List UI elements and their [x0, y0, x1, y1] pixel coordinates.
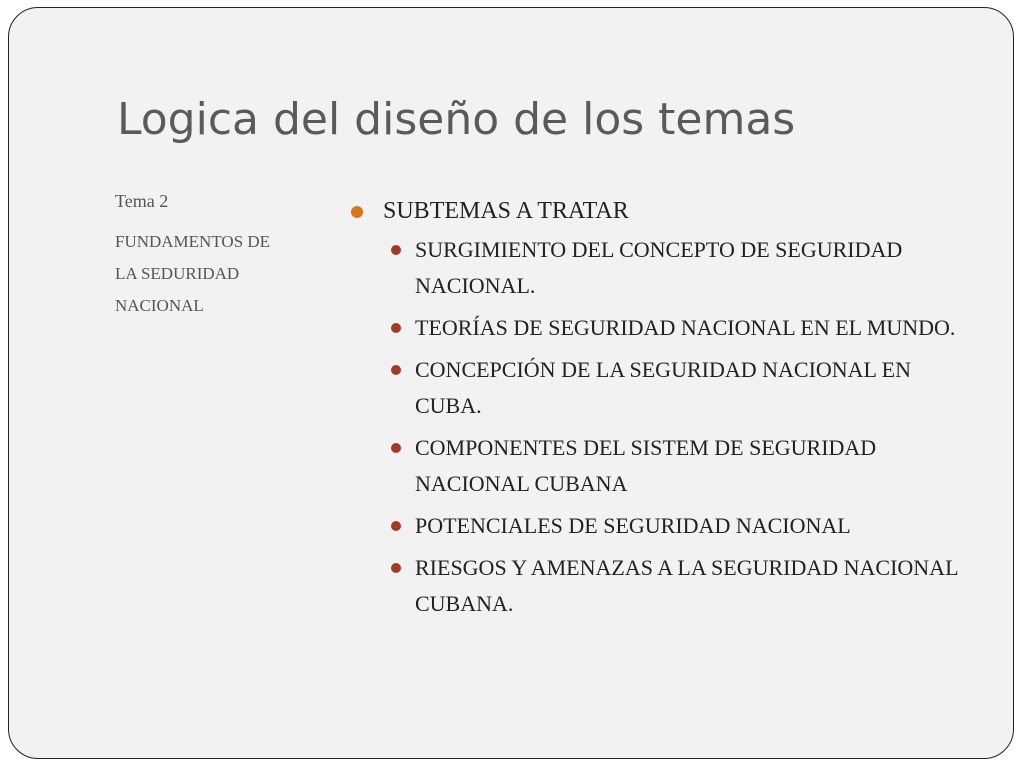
list-item-text: CONCEPCIÓN DE LA SEGURIDAD NACIONAL EN CUBA. [415, 357, 912, 418]
bullet-dot-icon [391, 443, 401, 453]
bullet-dot-icon [391, 365, 401, 375]
left-column [115, 191, 305, 322]
slide [8, 7, 1014, 759]
subtemas-heading [349, 194, 989, 228]
list-item-text: POTENCIALES DE SEGURIDAD NACIONAL [415, 513, 851, 538]
list-item [349, 550, 975, 622]
bullet-dot-icon [351, 206, 363, 218]
list-item-text: TEORÍAS DE SEGURIDAD NACIONAL EN EL MUNDO. [415, 315, 956, 340]
list-item [349, 310, 975, 346]
tema-label: Tema 2 [115, 191, 169, 211]
fundamentos-text: FUNDAMENTOS DE LA SEDURIDAD NACIONAL [115, 232, 271, 315]
bullet-dot-icon [391, 563, 401, 573]
bullet-dot-icon [391, 521, 401, 531]
bullet-dot-icon [391, 245, 401, 255]
list-item [349, 430, 975, 502]
list-item [349, 508, 975, 544]
list-item [349, 352, 975, 424]
subtemas-heading-text: SUBTEMAS A TRATAR [383, 198, 629, 224]
list-item [349, 232, 975, 304]
right-column [349, 194, 989, 628]
bullet-dot-icon [391, 323, 401, 333]
subtemas-list [349, 232, 989, 622]
list-item-text: SURGIMIENTO DEL CONCEPTO DE SEGURIDAD NACIONAL. [415, 237, 903, 298]
list-item-text: COMPONENTES DEL SISTEM DE SEGURIDAD NACIONAL CUBANA [415, 435, 877, 496]
list-item-text: RIESGOS Y AMENAZAS A LA SEGURIDAD NACIONAL CUBANA. [415, 555, 958, 616]
slide-title: Logica del diseño de los temas [117, 94, 796, 145]
